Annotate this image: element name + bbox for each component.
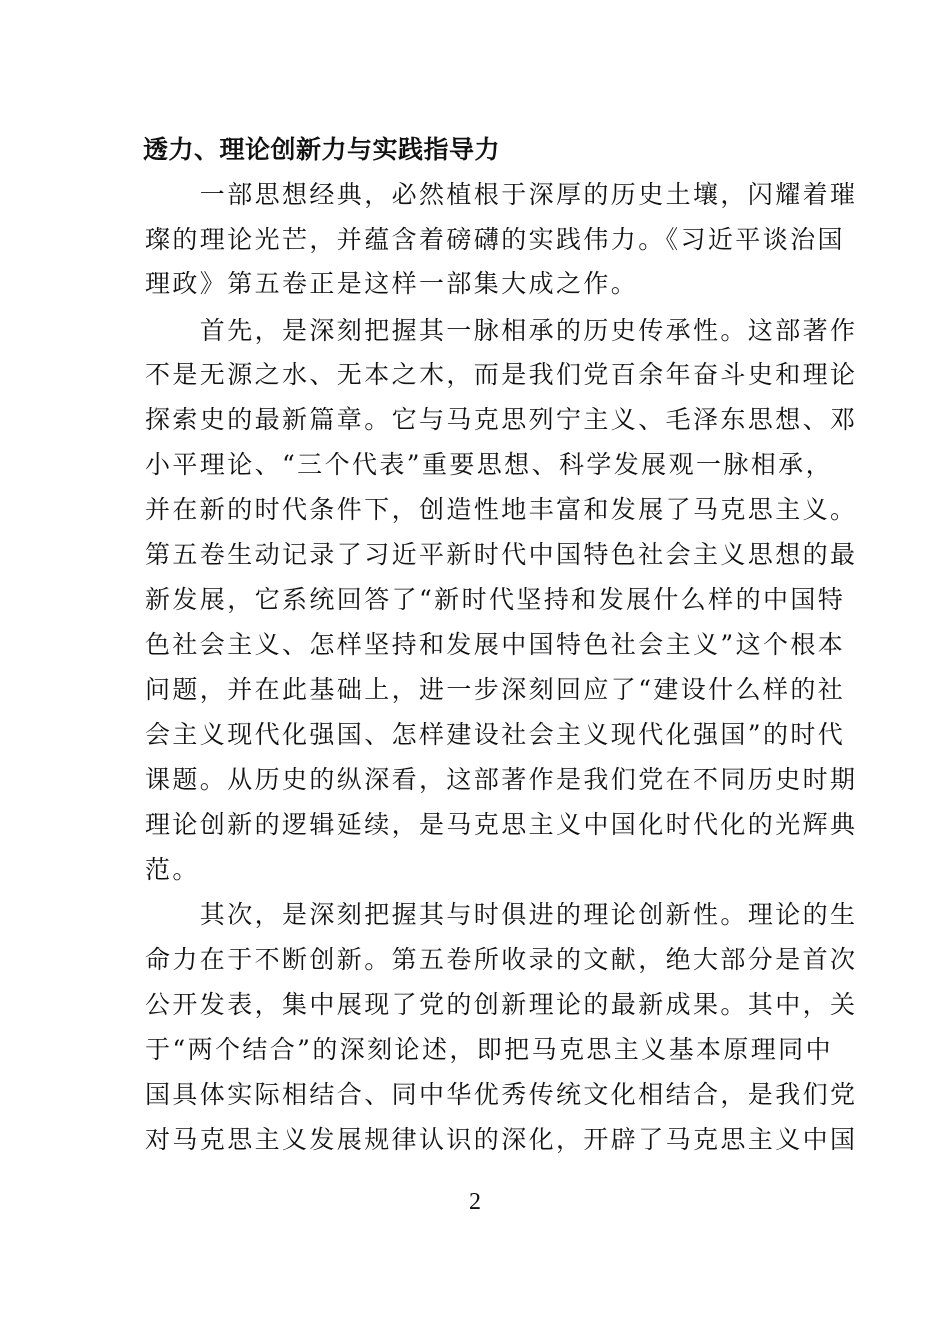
text-line: 理论创新的逻辑延续，是马克思主义中国化时代化的光辉典	[145, 810, 858, 839]
text-line: 色社会主义、怎样坚持和发展中国特色社会主义”这个根本	[145, 630, 846, 659]
text-line: 首先，是深刻把握其一脉相承的历史传承性。这部著作	[145, 316, 858, 345]
text-line: 范。	[145, 855, 200, 884]
page-number: 2	[469, 1189, 481, 1215]
text-line: 公开发表，集中展现了党的创新理论的最新成果。其中，关	[145, 990, 858, 1019]
text-line: 课题。从历史的纵深看，这部著作是我们党在不同历史时期	[145, 765, 858, 794]
text-line: 于“两个结合”的深刻论述，即把马克思主义基本原理同中	[145, 1035, 833, 1064]
text-line: 不是无源之水、无本之木，而是我们党百余年奋斗史和理论	[145, 360, 858, 389]
text-line: 新发展，它系统回答了“新时代坚持和发展什么样的中国特	[145, 585, 846, 614]
text-line: 第五卷生动记录了习近平新时代中国特色社会主义思想的最	[145, 540, 858, 569]
text-line: 命力在于不断创新。第五卷所收录的文献，绝大部分是首次	[145, 945, 858, 974]
text-line: 其次，是深刻把握其与时俱进的理论创新性。理论的生	[145, 900, 858, 929]
text-line: 问题，并在此基础上，进一步深刻回应了“建设什么样的社	[145, 675, 846, 704]
text-line: 探索史的最新篇章。它与马克思列宁主义、毛泽东思想、邓	[145, 405, 858, 434]
text-line: 小平理论、“三个代表”重要思想、科学发展观一脉相承，	[145, 450, 833, 479]
text-line: 国具体实际相结合、同中华优秀传统文化相结合，是我们党	[145, 1080, 858, 1109]
text-line: 会主义现代化强国、怎样建设社会主义现代化强国”的时代	[145, 720, 846, 749]
text-line: 璨的理论光芒，并蕴含着磅礴的实践伟力。《习近平谈治国	[145, 225, 845, 254]
text-line: 理政》第五卷正是这样一部集大成之作。	[145, 269, 639, 298]
text-line: 对马克思主义发展规律认识的深化，开辟了马克思主义中国	[145, 1125, 858, 1154]
text-line: 一部思想经典，必然植根于深厚的历史土壤，闪耀着璀	[145, 180, 858, 209]
text-line: 并在新的时代条件下，创造性地丰富和发展了马克思主义。	[145, 495, 858, 524]
section-heading: 透力、理论创新力与实践指导力	[143, 135, 501, 164]
